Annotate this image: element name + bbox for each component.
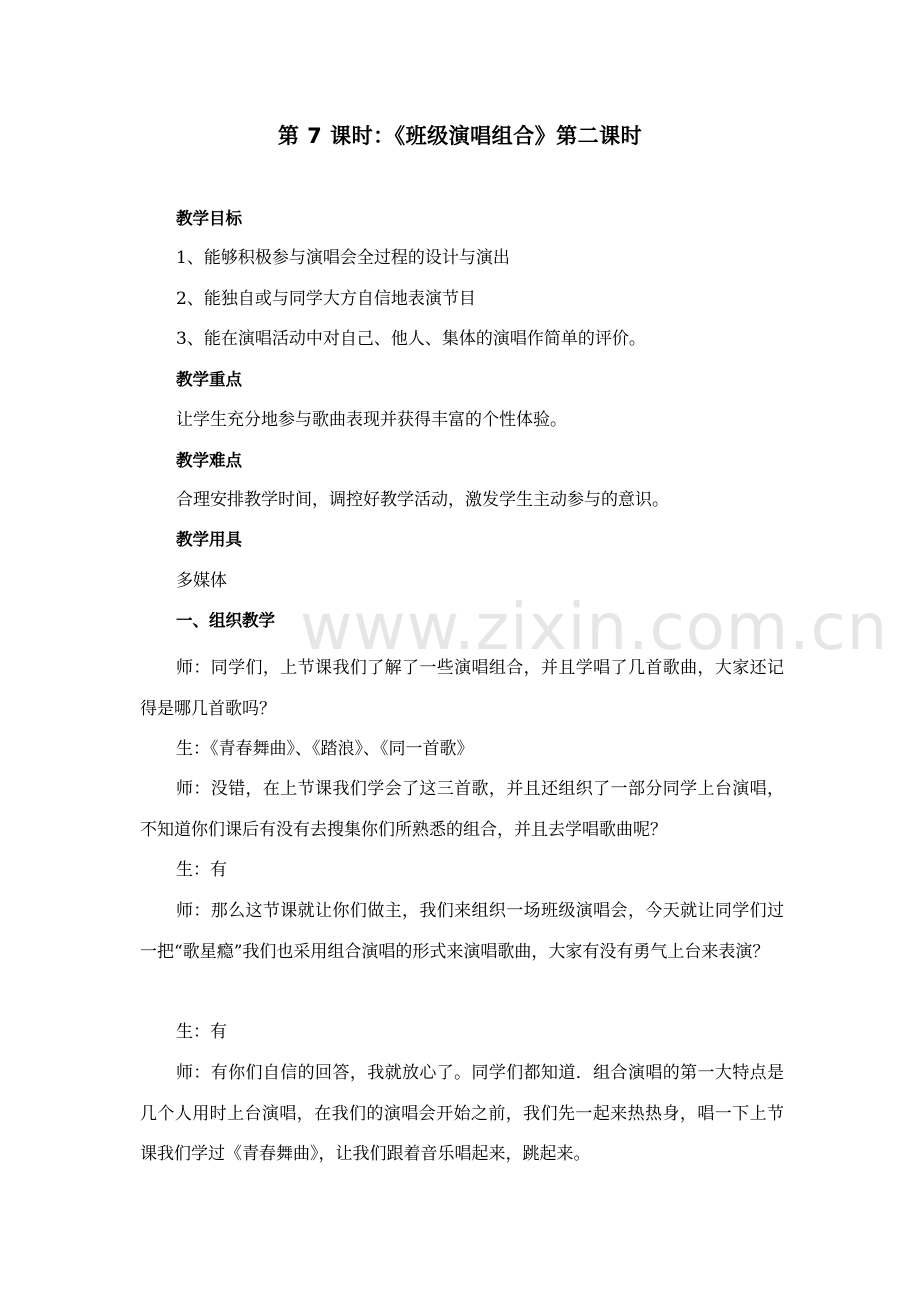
- dialogue-paragraph: 生：有: [176, 860, 227, 880]
- dialogue-paragraph: 师：那么这节课就让你们做主，我们来组织一场班级演唱会，今天就让同学们过一把“歌星瘾”我们也采用组合演唱的形式来演唱歌曲，大家有没有勇气上台来表演？: [140, 901, 784, 962]
- objective-item-3: 3、能在演唱活动中对自己、他人、集体的演唱作简单的评价。: [176, 329, 646, 349]
- key-points-heading: 教学重点: [176, 370, 242, 389]
- difficulty-heading: 教学难点: [176, 451, 242, 470]
- dialogue-paragraph: 生：《青春舞曲》、《踏浪》、《同一首歌》: [176, 739, 474, 759]
- dialogue-paragraph: 师：有你们自信的回答，我就放心了。同学们都知道．组合演唱的第一大特点是几个人用时上台演唱，在我们的演唱会开始之前，我们先一起来热热身，唱一下上节课我们学过《青春舞曲》，让我们跟着音乐唱起来，跳起来。: [140, 1063, 784, 1164]
- key-points-text: 让学生充分地参与歌曲表现并获得丰富的个性体验。: [176, 410, 567, 430]
- tools-text: 多媒体: [176, 571, 227, 591]
- objectives-heading: 教学目标: [176, 209, 242, 228]
- dialogue-paragraph: 师：同学们，上节课我们了解了一些演唱组合，并且学唱了几首歌曲，大家还记得是哪几首歌吗？: [140, 658, 784, 719]
- dialogue-paragraph: 生：有: [176, 1022, 227, 1042]
- difficulty-text: 合理安排教学时间，调控好教学活动，激发学生主动参与的意识。: [176, 490, 669, 510]
- page-title: 第 7 课时：《班级演唱组合》第二课时: [277, 124, 643, 148]
- tools-heading: 教学用具: [176, 530, 242, 549]
- watermark-text: www.zixin.com.cn: [300, 591, 889, 665]
- dialogue-paragraph: 师：没错，在上节课我们学会了这三首歌，并且还组织了一部分同学上台演唱，不知道你们课后有没有去搜集你们所熟悉的组合，并且去学唱歌曲呢？: [140, 779, 784, 840]
- objective-item-1: 1、能够积极参与演唱会全过程的设计与演出: [176, 248, 510, 268]
- part1-heading: 一、组织教学: [176, 611, 275, 630]
- objective-item-2: 2、能独自或与同学大方自信地表演节目: [176, 289, 476, 309]
